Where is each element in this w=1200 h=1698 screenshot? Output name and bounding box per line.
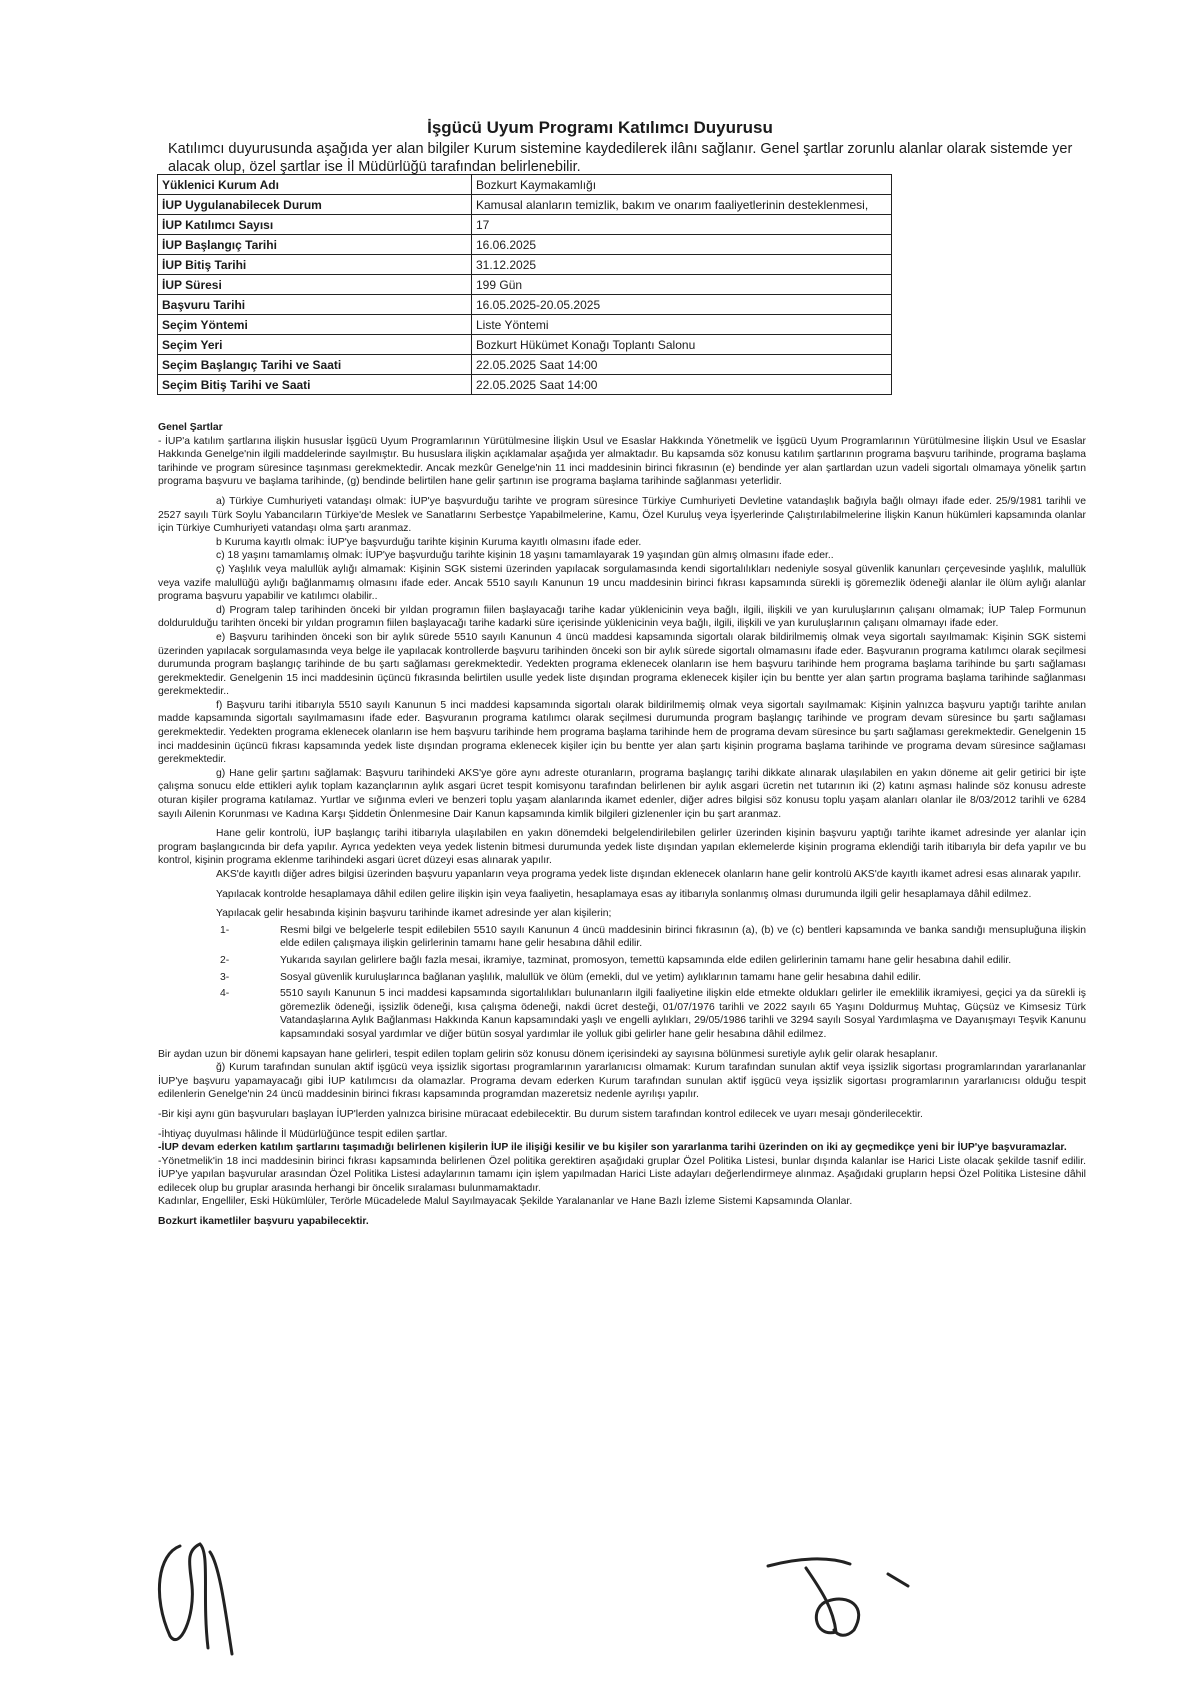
table-row [158,375,892,395]
table-label: Seçim Yeri [158,335,472,355]
table-value: 22.05.2025 Saat 14:00 [472,375,892,395]
table-value: Liste Yöntemi [472,315,892,335]
paragraph-c: c) 18 yaşını tamamlamış olmak: İUP'ye başvurduğu tarihte kişinin 18 yaşını tamamlayarak 19 yaşından gün almış olmasını ifade eder.. [216,550,834,562]
paragraph-c-cedilla: ç) Yaşlılık veya malullük aylığı almamak: Kişinin SGK sistemi üzerinden yapılacak sorgulamasında kendi sigortalılıkları nedeniyle sosyal güvenlik kanunları çerçevesinde yaşlılık, malullük veya vazife malullüğü aylığı bağlanmamış olmasını ifade eder. Ancak 5510 sayılı Kanunun 19 uncu maddesinin birinci fıkrası kapsamında sürekli iş göremezlik ödeneği alanlar ile ölüm aylığı alanlar programa başvuru yapabilir ve katılımcı olabilir.. [158,563,1086,603]
paragraph-f: f) Başvuru tarihi itibarıyla 5510 sayılı Kanunun 5 inci maddesi kapsamında sigortalı olarak bildirilmemiş olmak veya sigortalı sayılmamak: Kişinin yalnızca başvuru yaptığı tarihte anılan madde kapsamında sigortalı sayılmamasını ifade eder. Başvuranın programa katılımcı olarak seçilmesi durumunda program başlangıç tarihinde ve program devam süresince bu şartı sağlaması gerekmektedir. Yedekten programa eklenecek olanların ise hem başvuru tarihinde hem programa başlama tarihinde hem de programa devam süresince bu şartı sağlaması gerekmektedir. Genelgenin 15 inci maddesinin üçüncü fıkrası kapsamında yedek liste dışından programa eklenecek kişiler için bu bentte yer alan şartı kişinin programa başlama tarihinde ve programa devam süresince sağlaması gerekmektedir. [158,699,1086,766]
list-item [158,987,1086,1041]
paragraph-iup-termination: -İUP devam ederken katılım şartlarını taşımadığı belirlenen kişilerin İUP ile ilişiği kesilir ve bu kişiler son yararlanma tarihi üzerinden on iki ay geçmedikçe yeni bir İUP'ye başvuramazlar. [158,1142,1067,1154]
table-row [158,235,892,255]
intro-paragraph: Katılımcı duyurusunda aşağıda yer alan bilgiler Kurum sistemine kaydedilerek ilânı sağlanır. Genel şartlar zorunlu alanlar olarak sistemde yer alacak olup, özel şartlar ise İl Müdürlüğü tarafından belirlenebilir. [168,141,1073,175]
list-item-number: 1- [220,924,230,936]
paragraph-monthly-income: Bir aydan uzun bir dönemi kapsayan hane gelirleri, tespit edilen toplam gelirin söz konusu dönem içerisindeki ay sayısına bölünmesi suretiyle aylık gelir olarak hesaplanır. [158,1048,938,1060]
table-value: Bozkurt Kaymakamlığı [472,175,892,195]
paragraph-a: a) Türkiye Cumhuriyeti vatandaşı olmak: İUP'ye başvurduğu tarihte ve program süresince Türkiye Cumhuriyeti Devletine vatandaşlık bağıyla bağlı olmayı ifade eder. 25/9/1981 tarihli ve 2527 sayılı Türk Soylu Yabancıların Türkiye'de Meslek ve Sanatlarını Serbestçe Yapabilmelerine, Kamu, Özel Kuruluş veya İşyerlerinde Çalıştırılabilmelerine İlişkin Kanun hükümleri kapsamında olanlar için Türkiye Cumhuriyeti vatandaşı olma şartı aranmaz. [158,495,1086,535]
table-value: Kamusal alanların temizlik, bakım ve onarım faaliyetlerinin desteklenmesi, [472,195,892,215]
paragraph-income-calculation: Yapılacak gelir hesabında kişinin başvuru tarihinde ikamet adresinde yer alan kişilerin; [216,908,612,920]
table-label: İUP Bitiş Tarihi [158,255,472,275]
table-row [158,295,892,315]
document-title: İşgücü Uyum Programı Katılımcı Duyurusu [427,118,773,137]
signature-right [758,1546,928,1646]
table-row [158,215,892,235]
table-label: Seçim Bitiş Tarihi ve Saati [158,375,472,395]
paragraph-g: g) Hane gelir şartını sağlamak: Başvuru tarihindeki AKS'ye göre aynı adreste oturanların, programa başlangıç tarihi dikkate alınarak ulaşılabilen en yakın döneme ait gelir getirici bir işte çalışma sonucu elde ettikleri aylık toplam kazançlarının aylık asgari ücret tespit komisyonu tarafından belirlenen bir aylık asgari ücretin net tutarının iki (2) katını aşması halinde söz konusu adreste oturan kişiler programa katılamaz. Yurtlar ve sığınma evleri ve benzeri toplu yaşam alanlarında ikamet edenler, diğer adres bilgisi söz konusu toplu yaşam alanları olanlar ile 8/03/2012 tarihli ve 6284 sayılı Ailenin Korunması ve Kadına Karşı Şiddetin Önlenmesine Dair Kanun kapsamında kimlik bilgileri gizlenenler için bu şart aranmaz. [158,767,1086,820]
table-value: 16.05.2025-20.05.2025 [472,295,892,315]
table-value: 22.05.2025 Saat 14:00 [472,355,892,375]
program-info-table [157,174,892,395]
paragraph-aks-address: AKS'de kayıtlı diğer adres bilgisi üzerinden başvuru yapanların veya programa yedek liste dışından eklenecek olanların hane gelir kontrolü AKS'de kayıtlı ikamet adresi esas alınarak yapılır. [216,869,1082,880]
table-row [158,255,892,275]
paragraph-bozkurt-residents: Bozkurt ikametliler başvuru yapabilecektir. [158,1216,369,1228]
table-label: İUP Başlangıç Tarihi [158,235,472,255]
paragraph-income-exclusion: Yapılacak kontrolde hesaplamaya dâhil edilen gelire ilişkin işin veya faaliyetin, hesaplamaya esas ay itibarıyla sonlanmış olması durumunda ilgili gelir hesaplamaya dâhil edilmez. [216,888,1032,900]
list-item-text: Resmi bilgi ve belgelerle tespit edilebilen 5510 sayılı Kanunun 4 üncü maddesinin birinci fıkrasının (a), (b) ve (c) bentleri kapsamında ve banka sandığı mensupluğuna ilişkin elde edilen çalışmaya ilişkin gelirlerinin tamamı hane gelir hesabına dâhil edilir. [280,924,1086,950]
general-conditions-heading: Genel Şartlar [158,422,223,433]
list-item-text: 5510 sayılı Kanunun 5 inci maddesi kapsamında sigortalılıkları bulunanların ilgili faaliyetine ilişkin elde etmekte oldukları gelirler ile emeklilik ikramiyesi, geçici ya da sürekli iş göremezlik ödeneği, işsizlik ödeneği, kısa çalışma ödeneği, nakdi ücret desteği, 01/07/1976 tarihli ve 2022 sayılı 65 Yaşını Doldurmuş Muhtaç, Güçsüz ve Kimsesiz Türk Vatandaşlarına Aylık Bağlanması Hakkında Kanun kapsamındaki yaşlı ve engelli aylıkları, 29/05/1986 tarihli ve 3294 sayılı Sosyal Yardımlaşma ve Dayanışmayı Teşvik Kanunu kapsamındaki sosyal yardımlar ve diğer bütün sosyal yardımlar ile yolluk gibi gelirler hane gelir hesabına dâhil edilmez. [280,988,1086,1040]
paragraph-d: d) Program talep tarihinden önceki bir yıldan programın fiilen başlayacağı tarihe kadar yüklenicinin veya bağlı, ilgili, ilişkili ve yan kuruluşlarının çalışanı olmamak; İUP Talep Formunun doldurulduğu tarihten önceki bir yıldan programın fiilen başlayacağı tarihe kadarki süre içerisinde yüklenicinin veya bağlı, ilgili, ilişkili ve yan kuruluşlarının çalışanı olmamayı ifade eder. [158,604,1086,630]
table-label: Yüklenici Kurum Adı [158,175,472,195]
table-value: 31.12.2025 [472,255,892,275]
list-item-text: Sosyal güvenlik kuruluşlarınca bağlanan yaşlılık, malullük ve ölüm (emekli, dul ve yetim) aylıklarının tamamı hane gelir hesabına dahil edilir. [280,971,922,983]
table-row [158,315,892,335]
list-item [158,971,1086,985]
table-row [158,175,892,195]
list-item-number: 3- [220,971,230,983]
paragraph-single-application: -Bir kişi aynı gün başvuruları başlayan İUP'lerden yalnızca birisine müracaat edebilecektir. Bu durum sistem tarafından kontrol edilecek ve uyarı mesajı gönderilecektir. [158,1108,923,1120]
table-value: Bozkurt Hükümet Konağı Toplantı Salonu [472,335,892,355]
table-value: 16.06.2025 [472,235,892,255]
list-item-number: 4- [220,988,230,1000]
table-label: Başvuru Tarihi [158,295,472,315]
paragraph-special-policy: -Yönetmelik'in 18 inci maddesinin birinci fıkrası kapsamında belirlenen Özel politika gerektiren aşağıdaki gruplar Özel Politika Listesi, bunlar dışında kalanlar ise Harici Liste olacak şekilde tasnif edilir. İUP'ye yapılan başvurular arasından Özel Politika Listesi adaylarının tamamı için işlem yapılmadan Harici Liste adayları değerlendirmeye alınmaz. Aşağıdaki grupların hepsi Özel Politika Listesine dâhil edilecek olup bu gruplar arasında herhangi bir öncelik sıralaması bulunmamaktadır. [158,1155,1086,1194]
table-row [158,195,892,215]
list-item-number: 2- [220,954,230,966]
table-row [158,335,892,355]
paragraph-e: e) Başvuru tarihinden önceki son bir aylık sürede 5510 sayılı Kanunun 4 üncü maddesi kapsamında sigortalı olarak bildirilmemiş olmak veya sigortalı sayılmamak: Kişinin SGK sistemi üzerinden yapılacak sorgulamasında veya belge ile yapılacak kontrollerde başvuru tarihinden önceki son bir aylık sürede sigortalı olmamasını ifade eder. Başvuranın programa katılımcı olarak seçilmesi durumunda program başlangıç tarihinde de bu şartı sağlaması gerekmektedir. Yedekten programa eklenecek olanların ise hem başvuru tarihinde hem programa başlama tarihinde bu şartı sağlaması gerekmektedir. Genelgenin 15 inci maddesinin üçüncü fıkrasında belirtilen usulle yedek liste dışından programa eklenecek kişiler için bu bentte yer alan şartın programa başlama tarihinde sağlanması gerekmektedir.. [158,631,1086,698]
table-row [158,275,892,295]
paragraph-provincial-conditions: -İhtiyaç duyulması hâlinde İl Müdürlüğünce tespit edilen şartlar. [158,1128,448,1140]
paragraph-g-breve: ğ) Kurum tarafından sunulan aktif işgücü veya işsizlik sigortası programlarının yararlanıcısı olmamak: Kurum tarafından sunulan aktif veya işsizlik sigortası programlarından yararlananlar İUP'ye başvuru yapamayacağı gibi İUP katılımcısı da olamazlar. Programa devam ederken Kurum tarafından sunulan aktif işgücü veya işsizlik sigortası programlarının yararlanıcısı olduğu tespit edilenlerin Genelge'nin 24 üncü maddesinin birinci fıkrası kapsamında programdan mazeretsiz nedenle ayrılışı yapılır. [158,1062,1086,1101]
table-label: İUP Süresi [158,275,472,295]
table-label: Seçim Başlangıç Tarihi ve Saati [158,355,472,375]
table-value: 17 [472,215,892,235]
table-value: 199 Gün [472,275,892,295]
signature-left [140,1526,250,1656]
general-conditions [158,421,1086,1229]
paragraph-intro-conditions: - İUP'a katılım şartlarına ilişkin hususlar İşgücü Uyum Programlarının Yürütülmesine İlişkin Usul ve Esaslar Hakkında Yönetmelik ve İşgücü Uyum Programlarının Yürütülmesine İlişkin Usul ve Esaslar Hakkında Genelge'nin ilgili maddelerinde sayılmıştır. Bu hususlara ilişkin açıklamalar aşağıda yer almaktadır. Bu kapsamda söz konusu katılım şartlarının programa başvuru tarihinde, programa başlama tarihinde ve program süresince taşınması gerekmektedir. Ancak mezkûr Genelge'nin 11 inci maddesinin birinci fıkrasının (e) bendinde yer alan şartlardan uzun vadeli sigortalı olmamaya yönelik şartın programa başvuru ve başlama tarihinde, (g) bendinde belirtilen hane gelir şartının ise programa başlama tarihinde sağlanması yeterlidir. [158,435,1086,488]
paragraph-special-groups: Kadınlar, Engelliler, Eski Hükümlüler, Terörle Mücadelede Malul Sayılmayacak Şekilde Yaralananlar ve Hane Bazlı İzleme Sistemi Kapsamında Olanlar. [158,1196,853,1208]
list-item-text: Yukarıda sayılan gelirlere bağlı fazla mesai, ikramiye, tazminat, promosyon, temettü kapsamında elde edilen gelirlerinin tamamı hane gelir hesabına dahil edilir. [280,954,1012,966]
list-item [158,954,1086,968]
list-item [158,924,1086,951]
paragraph-household-income-check: Hane gelir kontrolü, İUP başlangıç tarihi itibarıyla ulaşılabilen en yakın dönemdeki belgelendirilebilen gelirler üzerinden kişinin başvuru yaptığı tarihte ikamet adresinde yer alanlar için program başlangıcında bir defa yapılır. Ayrıca yedekten veya yedek listenin bitmesi durumunda yedek liste dışından yapılan eklemelerde kişinin programa eklendiği tarih itibarıyla bir defa yapılır ve bu kontrol, kişinin programa eklenme tarihindeki asgari ücret düzeyi esas alınarak yapılır. [158,828,1086,867]
paragraph-b: b Kuruma kayıtlı olmak: İUP'ye başvurduğu tarihte kişinin Kuruma kayıtlı olmasını ifade eder. [216,536,642,548]
table-label: İUP Uygulanabilecek Durum [158,195,472,215]
table-label: Seçim Yöntemi [158,315,472,335]
table-label: İUP Katılımcı Sayısı [158,215,472,235]
table-row [158,355,892,375]
